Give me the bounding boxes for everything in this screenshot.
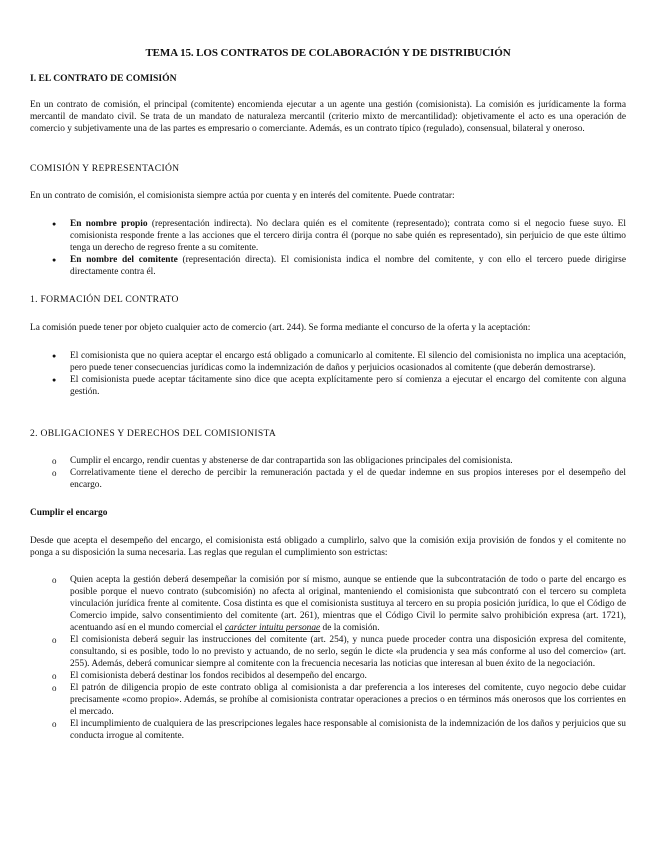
bullet-icon [52,374,64,386]
item-text: (representación directa). El comisionista indica el nombre del comitente, y con ello el tercero puede dirigirse directamente contra él. [70,255,626,277]
list-item [52,374,626,398]
circle-bullet-icon [52,574,64,587]
item-lead: En nombre propio [70,219,148,229]
item-emphasis: carácter intuitu personae [224,623,321,633]
item-text: El comisionista deberá seguir las instrucciones del comitente (art. 254), y nunca puede proceder contra una disposición expresa del comitente, consultando, si es posible, todo lo no previsto y actuando, de no serlo, según le dicte «la prudencia y sea más conforme al uso del comercio» (art. 255). Además, deberá comunicar siempre al comitente con la frecuencia necesaria las noticias que interesan al buen éxito de la negociación. [70,635,626,669]
section-heading-comision: I. EL CONTRATO DE COMISIÓN [30,73,177,84]
document-title: TEMA 15. LOS CONTRATOS DE COLABORACIÓN Y DE DISTRIBUCIÓN [145,47,511,59]
item-text: (representación indirecta). No declara quién es el comitente (representado); contrata como si el negocio fuese suyo. El comisionista responde frente a las acciones que el tercero dirija contra él (porque no sabe quién es representado), sin perjuicio de que este último tenga un derecho de regreso frente a su comitente. [70,219,626,253]
list-item [52,682,626,718]
list-item [52,467,626,491]
heading-representacion: COMISIÓN Y REPRESENTACIÓN [30,163,180,174]
formacion-list [52,350,626,398]
item-text: Cumplir el encargo, rendir cuentas y abstenerse de dar contrapartida son las obligaciones principales del comisionista. [70,456,513,466]
obligaciones-list [52,455,626,491]
item-text: El incumplimiento de cualquiera de las prescripciones legales hace responsable al comisionista de la indemnización de los daños y perjuicios que su conducta irrogue al comitente. [70,719,626,741]
item-text: El comisionista que no quiera aceptar el encargo está obligado a comunicarlo al comitente. El silencio del comisionista no implica una aceptación, pero puede tener consecuencias jurídicas como la indemnización de daños y perjuicios ocasionados al comitente (que deberán demostrarse). [70,351,626,373]
formacion-intro: La comisión puede tener por objeto cualquier acto de comercio (art. 244). Se forma mediante el concurso de la oferta y la aceptación: [30,323,531,333]
list-item [52,718,626,742]
intro-paragraph: En un contrato de comisión, el principal (comitente) encomienda ejecutar a un agente una gestión (comisionista). La comisión es jurídicamente la forma mercantil de mandato civil. Se trata de un mandato de naturaleza mercantil (criterio mixto de mercantilidad): objetivamente el acto es una operación de comercio y subjetivamente una de las partes es empresario o comerciante. Además, es un contrato típico (regulado), consensual, bilateral y oneroso. [30,100,626,134]
list-item [52,670,626,682]
heading-cumplir: Cumplir el encargo [30,508,108,518]
representacion-list [52,218,626,278]
heading-obligaciones: 2. OBLIGACIONES Y DERECHOS DEL COMISIONISTA [30,428,277,439]
circle-bullet-icon [52,682,64,695]
list-item [52,218,626,254]
representacion-intro: En un contrato de comisión, el comisionista siempre actúa por cuenta y en interés del comitente. Puede contratar: [30,191,455,201]
item-text: El comisionista puede aceptar tácitamente sino dice que acepta explícitamente pero sí comienza a ejecutar el encargo del comitente con alguna gestión. [70,375,626,397]
list-item [52,254,626,278]
list-item [52,455,626,467]
list-item [52,350,626,374]
item-text: Quien acepta la gestión deberá desempeñar la comisión por sí mismo, aunque se entiende que la subcontratación de todo o parte del encargo es posible porque el nuevo contrato (subcomisión) no afecta al original, manteniendo el comisionista que subcontrató con el tercero su completa vinculación jurídica frente al comitente. Cosa distinta es que el comisionista sustituya al tercero en su propia posición jurídica, lo que el Código de Comercio impide, salvo consentimiento del comitente (art. 261), mientras que el Código Civil lo permite salvo prohibición expresa (art. 1721), acentuando así en el mundo comercial el [70,575,626,633]
bullet-icon [52,350,64,362]
bullet-icon [52,254,64,266]
item-lead: En nombre del comitente [70,255,178,265]
item-text: Correlativamente tiene el derecho de percibir la remuneración pactada y el de quedar indemne en sus propios intereses por el desempeño del encargo. [70,468,626,490]
cumplir-list [52,574,626,742]
circle-bullet-icon [52,634,64,647]
circle-bullet-icon [52,467,64,480]
item-text-end: de la comisión. [320,623,380,633]
cumplir-intro: Desde que acepta el desempeño del encargo, el comisionista está obligado a cumplirlo, salvo que la comisión exija provisión de fondos y el comitente no ponga a su disposición la suma necesaria. Las reglas que regulan el cumplimiento son estrictas: [30,536,626,558]
list-item [52,634,626,670]
heading-formacion: 1. FORMACIÓN DEL CONTRATO [30,294,179,305]
item-text: El comisionista deberá destinar los fondos recibidos al desempeño del encargo. [70,671,367,681]
item-text: El patrón de diligencia propio de este contrato obliga al comisionista a dar preferencia a los intereses del comitente, cuyo negocio debe cuidar precisamente «como propio». Además, se prohíbe al comisionista contratar operaciones a precios o en términos más onerosos que los corrientes en el mercado. [70,683,626,717]
circle-bullet-icon [52,718,64,731]
bullet-icon [52,218,64,230]
list-item [52,574,626,634]
